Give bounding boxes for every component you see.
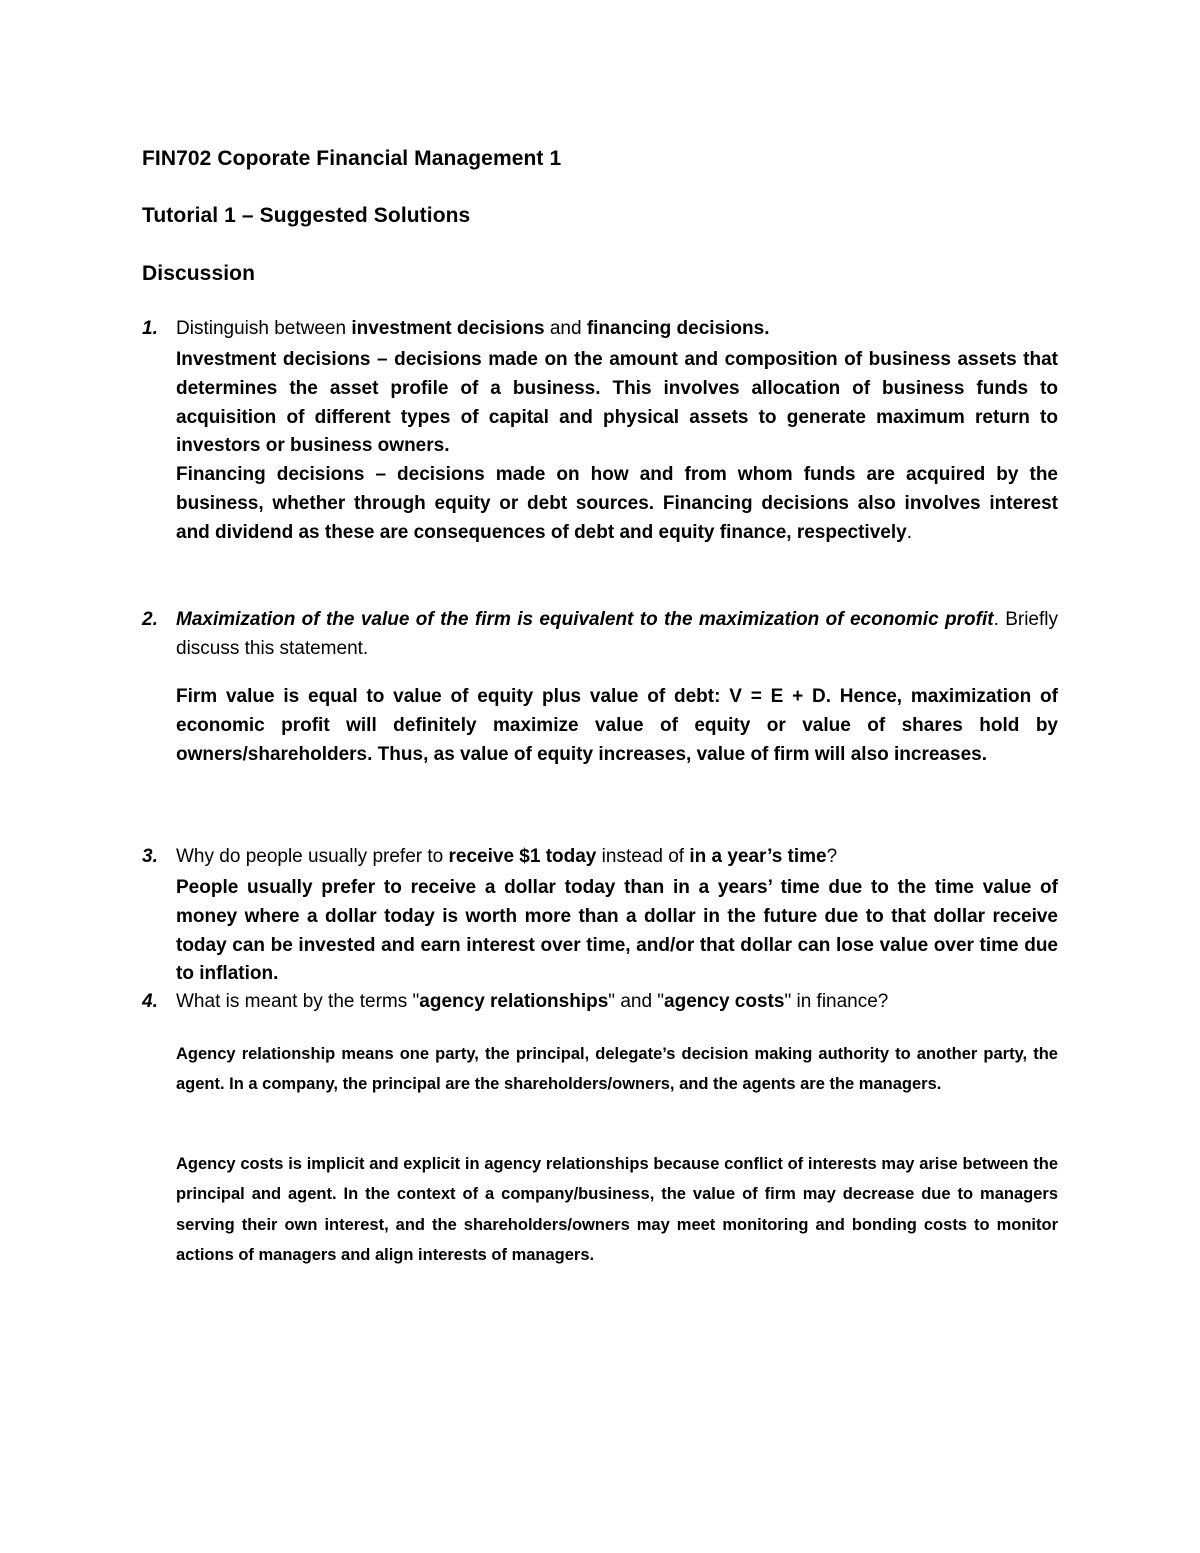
question-number: 1. xyxy=(142,318,158,339)
question-2 xyxy=(142,606,1058,664)
question-4 xyxy=(142,991,1058,1013)
answer-1-investment: Investment decisions – decisions made on the amount and composition of business assets that determines the asset profile of a business. This involves allocation of business funds to acquisition of different types of capital and physical assets to generate maximum return to investors or business owners. xyxy=(176,349,1058,457)
question-number: 4. xyxy=(142,991,158,1012)
document-subtitle: Tutorial 1 – Suggested Solutions xyxy=(142,204,471,227)
answer-2: Firm value is equal to value of equity plus value of debt: V = E + D. Hence, maximization of economic profit will definitely maximize value of equity or value of shares hold by owners/shareholders. Thus, as value of equity increases, value of firm will also increases. xyxy=(176,686,1058,765)
question-text: Why do people usually prefer to receive $1 today instead of in a year’s time? xyxy=(176,846,838,867)
answer-1-financing: Financing decisions – decisions made on how and from whom funds are acquired by the business, whether through equity or debt sources. Financing decisions also involves interest and dividend as these are consequences of debt and equity finance, respectively. xyxy=(176,464,1058,543)
question-number: 3. xyxy=(142,846,158,867)
question-number: 2. xyxy=(142,609,158,630)
answer-4-agency-costs: Agency costs is implicit and explicit in agency relationships because conflict of interests may arise between the principal and agent. In the context of a company/business, the value of firm may decrease due to managers serving their own interest, and the shareholders/owners may meet monitoring and bonding costs to monitor actions of managers and align interests of managers. xyxy=(176,1155,1058,1264)
question-text: What is meant by the terms "agency relationships" and "agency costs" in finance? xyxy=(176,991,889,1012)
answer-3: People usually prefer to receive a dollar today than in a years’ time due to the time value of money where a dollar today is worth more than a dollar in the future due to that dollar receive today can be invested and earn interest over time, and/or that dollar can lose value over time due to inflation. xyxy=(176,877,1058,985)
section-heading: Discussion xyxy=(142,262,256,285)
question-text: Maximization of the value of the firm is equivalent to the maximization of economic profit. Briefly discuss this statement. xyxy=(176,609,1058,659)
answer-4-agency-relationship: Agency relationship means one party, the principal, delegate’s decision making authority to another party, the agent. In a company, the principal are the shareholders/owners, and the agents are the managers. xyxy=(176,1045,1058,1094)
document-title: FIN702 Coporate Financial Management 1 xyxy=(142,147,562,170)
question-1 xyxy=(142,318,1058,340)
question-text: Distinguish between investment decisions and financing decisions. xyxy=(176,318,770,339)
question-3 xyxy=(142,846,1058,868)
